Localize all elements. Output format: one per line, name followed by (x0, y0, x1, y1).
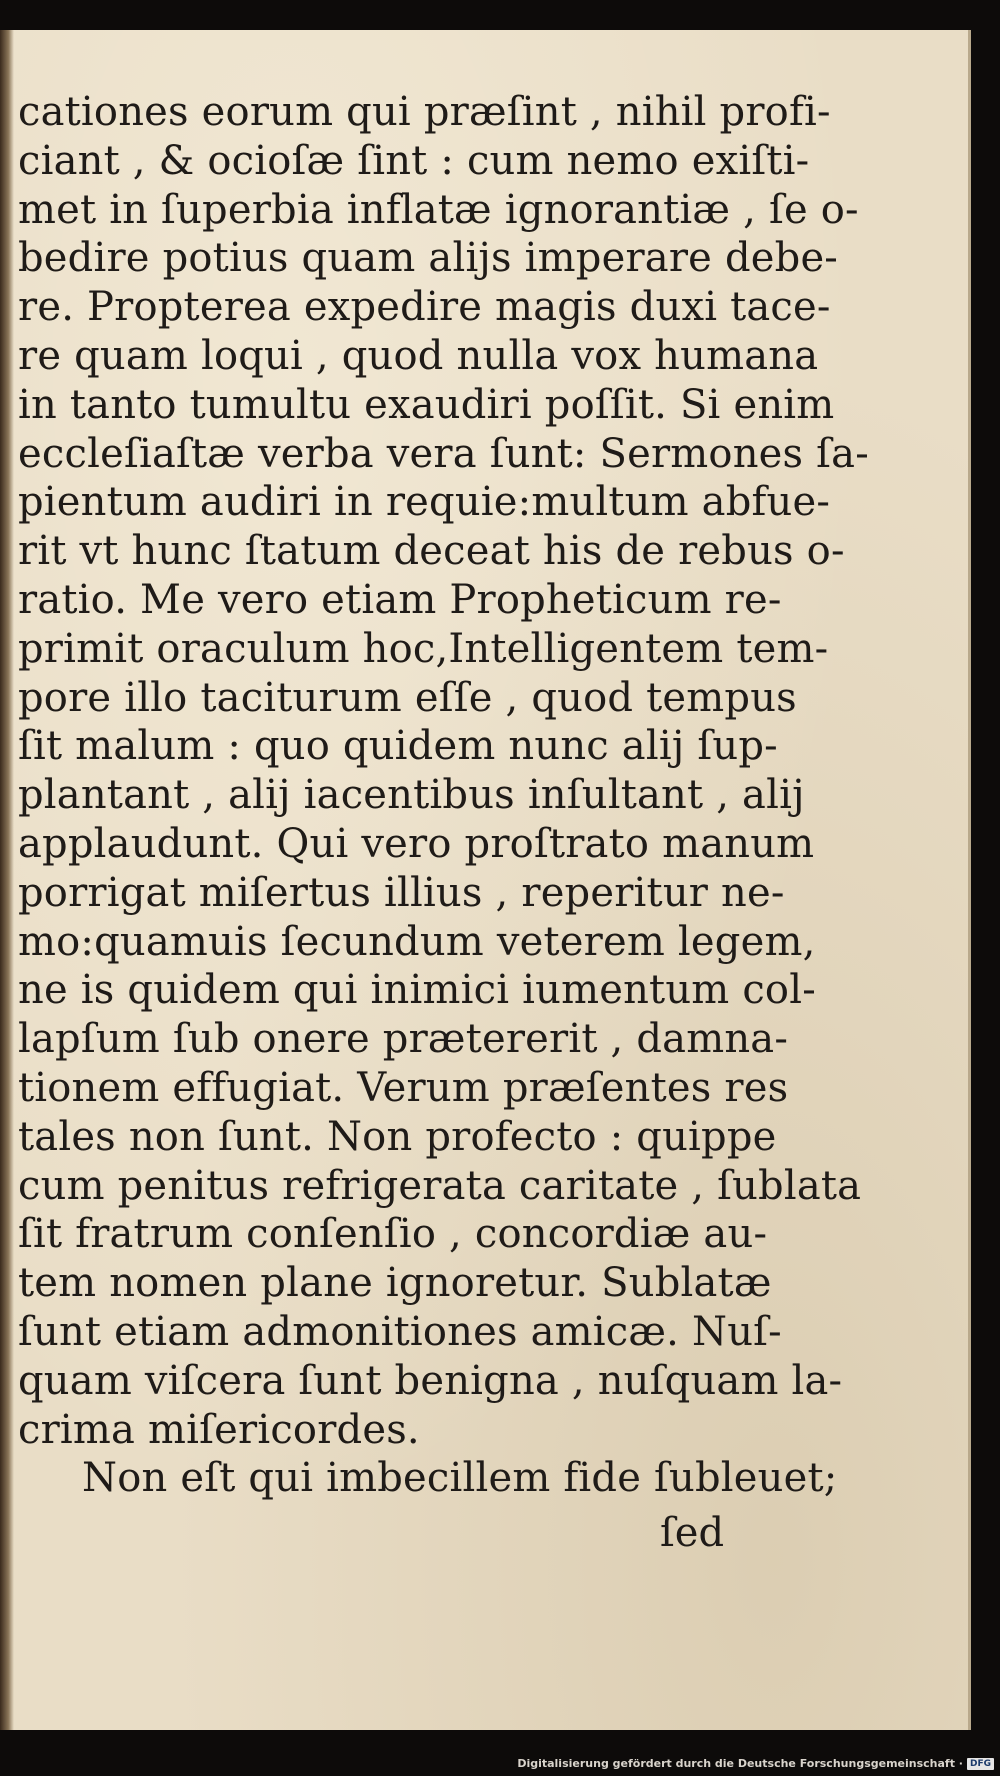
text-line: tionem effugiat. Verum præſentes res (18, 1064, 789, 1111)
text-line: re quam loqui , quod nulla vox humana (18, 332, 819, 379)
text-line: primit oraculum hoc,Intelligentem tem- (18, 625, 829, 672)
text-line: tales non ſunt. Non profecto : quippe (18, 1113, 777, 1160)
text-line: ratio. Me vero etiam Propheticum re- (18, 576, 782, 623)
text-line: bedire potius quam alijs imperare debe- (18, 235, 839, 282)
text-line: mo:quamuis ſecundum veterem legem, (18, 918, 816, 965)
text-line: cum penitus refrigerata caritate , ſublata (18, 1162, 862, 1209)
page-gutter (0, 30, 14, 1730)
text-line: met in ſuperbia inflatæ ignorantiæ , ſe o- (18, 186, 859, 233)
text-line: quam viſcera ſunt benigna , nuſquam la- (18, 1357, 843, 1404)
text-line: in tanto tumultu exaudiri poſſit. Si enim (18, 381, 835, 428)
text-line: ſunt etiam admonitiones amicæ. Nuſ- (18, 1308, 782, 1355)
text-line: pore illo taciturum eſſe , quod tempus (18, 674, 797, 721)
text-line: ne is quidem qui inimici iumentum col- (18, 967, 816, 1014)
catchword: ſed (660, 1510, 725, 1556)
text-line: ciant , & ocioſæ ſint : cum nemo exiſti- (18, 137, 810, 184)
text-line: eccleſiaſtæ verba vera ſunt: Sermones ſa- (18, 430, 869, 477)
text-line: tem nomen plane ignoretur. Sublatæ (18, 1260, 772, 1307)
text-line: porrigat miſertus illius , reperitur ne- (18, 869, 785, 916)
text-line: crima miſericordes. (18, 1406, 420, 1453)
text-line: pientum audiri in requie:multum abfue- (18, 479, 831, 526)
digitization-credit (517, 1757, 994, 1770)
text-line: plantant , alij iacentibus inſultant , alij (18, 772, 805, 819)
body-text (18, 88, 869, 1503)
text-line: ſit malum : quo quidem nunc alij ſup- (18, 723, 778, 770)
text-line: applaudunt. Qui vero proſtrato manum (18, 820, 815, 867)
text-line: ſit fratrum conſenſio , concordiæ au- (18, 1211, 768, 1258)
text-line: rit vt hunc ſtatum deceat his de rebus o- (18, 528, 845, 575)
text-line: re. Propterea expedire magis duxi tace- (18, 284, 831, 331)
dfg-logo: DFG (967, 1758, 994, 1770)
credit-text: Digitalisierung gefördert durch die Deutsche Forschungsgemeinschaft · (517, 1757, 963, 1770)
paragraph-first-line: Non eſt qui imbecillem fide ſubleuet; (82, 1455, 838, 1502)
text-line: cationes eorum qui præſint , nihil profi- (18, 89, 831, 135)
text-line: lapſum ſub onere prætererit , damna- (18, 1016, 789, 1063)
